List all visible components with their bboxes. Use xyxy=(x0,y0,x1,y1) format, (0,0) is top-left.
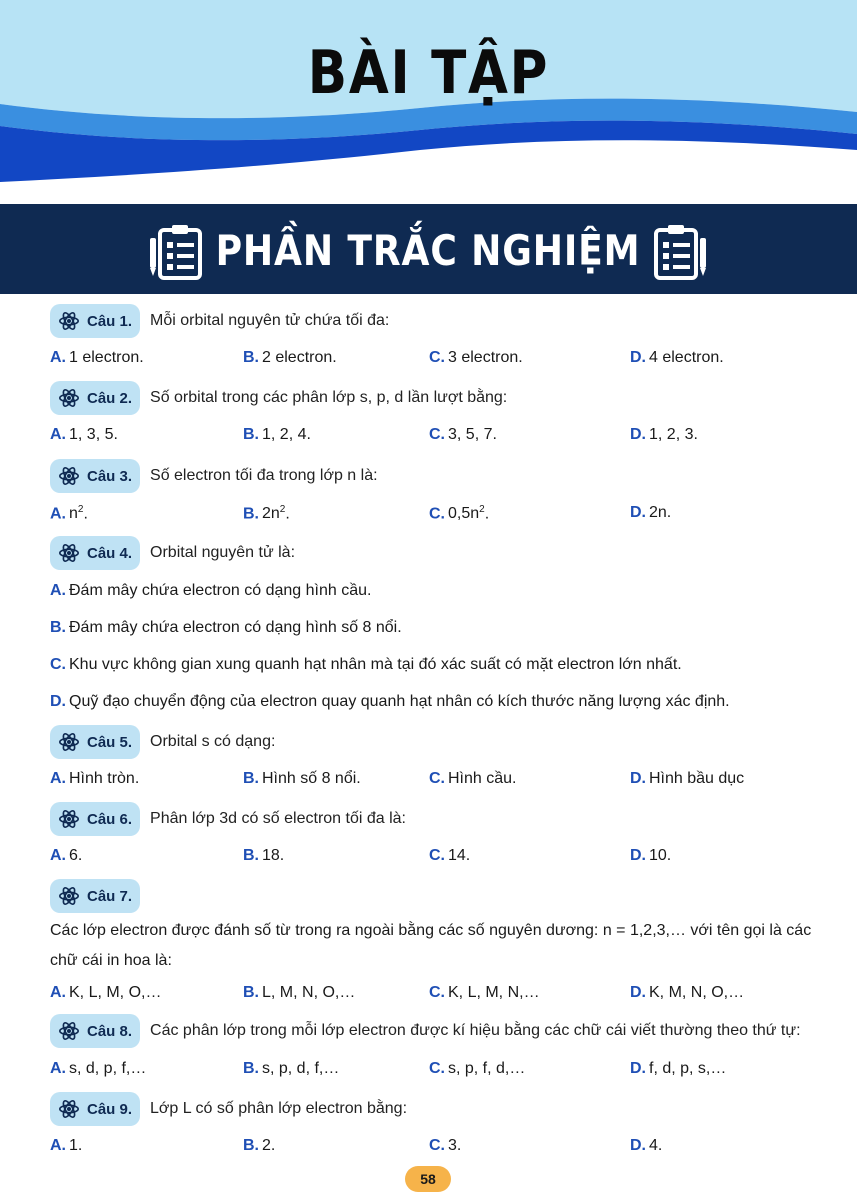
option-letter: B. xyxy=(243,770,259,787)
option-text: n xyxy=(69,505,78,523)
answer-option[interactable] xyxy=(50,770,139,788)
answer-option[interactable] xyxy=(630,1137,662,1155)
answer-option[interactable] xyxy=(630,426,698,444)
option-suffix: . xyxy=(83,505,88,523)
answer-option[interactable] xyxy=(630,504,671,522)
option-text: Hình số 8 nổi. xyxy=(262,770,361,787)
question-badge xyxy=(50,802,140,836)
answer-options xyxy=(50,847,830,871)
atom-icon xyxy=(58,465,80,487)
answer-option[interactable] xyxy=(243,984,355,1002)
option-letter: A. xyxy=(50,1137,66,1154)
question-number: Câu 2. xyxy=(87,389,133,407)
answer-option[interactable] xyxy=(243,426,311,444)
answer-option[interactable] xyxy=(429,1137,461,1155)
option-letter: A. xyxy=(50,1060,66,1077)
option-text: K, L, M, O,… xyxy=(69,984,162,1001)
answer-option[interactable] xyxy=(50,504,88,523)
answer-option[interactable] xyxy=(50,656,682,674)
option-text: K, M, N, O,… xyxy=(649,984,745,1001)
answer-option[interactable] xyxy=(50,693,730,711)
option-letter: C. xyxy=(429,505,445,523)
question-number: Câu 5. xyxy=(87,733,133,751)
page-number: 58 xyxy=(405,1166,451,1192)
question-header xyxy=(50,1013,801,1049)
option-letter: B. xyxy=(243,984,259,1001)
option-letter: D. xyxy=(50,693,66,710)
option-letter: D. xyxy=(630,426,646,443)
option-letter: C. xyxy=(429,349,445,366)
question-header xyxy=(50,458,378,494)
page-title: BÀI TẬP xyxy=(307,38,550,108)
answer-options xyxy=(50,984,830,1008)
question-text: Mỗi orbital nguyên tử chứa tối đa: xyxy=(150,312,390,329)
answer-option[interactable] xyxy=(50,426,118,444)
option-letter: C. xyxy=(429,984,445,1001)
option-text: 14. xyxy=(448,847,471,864)
option-letter: D. xyxy=(630,984,646,1001)
option-text: s, d, p, f,… xyxy=(69,1060,147,1077)
option-letter: A. xyxy=(50,847,66,864)
answer-option[interactable] xyxy=(429,847,470,865)
question-number: Câu 6. xyxy=(87,810,133,828)
option-text: 2. xyxy=(262,1137,276,1154)
option-text: f, d, p, s,… xyxy=(649,1060,727,1077)
option-letter: B. xyxy=(243,847,259,864)
answer-option[interactable] xyxy=(243,504,290,523)
answer-options xyxy=(50,349,830,373)
question-text: Orbital s có dạng: xyxy=(150,733,276,750)
clipboard-checklist-icon xyxy=(650,222,708,280)
question-text: Các lớp electron được đánh số từ trong ra ngoài bằng các số nguyên dương: n = 1,2,3,… với tên gọi là các chữ cái in hoa là: xyxy=(50,922,812,969)
answer-option[interactable] xyxy=(243,770,361,788)
question-text: Số orbital trong các phân lớp s, p, d lần lượt bằng: xyxy=(150,389,508,406)
option-suffix: . xyxy=(484,505,490,523)
option-superscript: 2 xyxy=(279,504,286,515)
answer-options xyxy=(50,426,830,450)
atom-icon xyxy=(58,310,80,332)
answer-option[interactable] xyxy=(429,426,497,444)
option-text: s, p, f, d,… xyxy=(448,1060,526,1077)
option-letter: B. xyxy=(243,1060,259,1077)
option-letter: D. xyxy=(630,504,646,521)
option-letter: D. xyxy=(630,1137,646,1154)
question-number: Câu 3. xyxy=(87,467,133,485)
option-text: 1, 2, 3. xyxy=(649,426,698,443)
option-text: 1. xyxy=(69,1137,83,1154)
answer-option[interactable] xyxy=(243,1060,339,1078)
answer-option[interactable] xyxy=(630,349,724,367)
option-text: 2n xyxy=(262,505,280,523)
option-text: Đám mây chứa electron có dạng hình số 8 nổi. xyxy=(69,619,402,636)
option-text: 2 electron. xyxy=(262,349,337,366)
answer-option[interactable] xyxy=(50,847,82,865)
question-badge xyxy=(50,536,140,570)
option-letter: C. xyxy=(50,656,66,673)
option-letter: A. xyxy=(50,582,66,599)
option-letter: D. xyxy=(630,1060,646,1077)
answer-option[interactable] xyxy=(50,582,371,600)
answer-option[interactable] xyxy=(429,504,489,523)
answer-option[interactable] xyxy=(243,349,337,367)
option-letter: C. xyxy=(429,1137,445,1154)
option-letter: A. xyxy=(50,770,66,787)
option-text: 3 electron. xyxy=(448,349,523,366)
answer-options xyxy=(50,1060,830,1084)
answer-option[interactable] xyxy=(630,847,671,865)
option-letter: B. xyxy=(50,619,66,636)
option-letter: B. xyxy=(243,349,259,366)
question-header xyxy=(50,724,275,760)
question-text: Các phân lớp trong mỗi lớp electron được kí hiệu bằng các chữ cái viết thường theo thứ tự: xyxy=(150,1022,801,1039)
option-letter: D. xyxy=(630,847,646,864)
answer-option[interactable] xyxy=(243,847,284,865)
option-text: 2n. xyxy=(649,504,672,521)
option-text: Hình cầu. xyxy=(448,770,517,787)
answer-option[interactable] xyxy=(429,349,523,367)
option-text: L, M, N, O,… xyxy=(262,984,356,1001)
answer-option[interactable] xyxy=(50,1137,82,1155)
atom-icon xyxy=(58,731,80,753)
answer-option[interactable] xyxy=(630,770,744,788)
question-number: Câu 9. xyxy=(87,1100,133,1118)
section-title-text: PHẦN TRẮC NGHIỆM xyxy=(216,226,641,275)
question-header xyxy=(50,801,406,837)
answer-option[interactable] xyxy=(50,619,402,637)
question-text: Phân lớp 3d có số electron tối đa là: xyxy=(150,810,406,827)
question-number: Câu 7. xyxy=(87,887,133,905)
option-superscript: 2 xyxy=(77,504,84,515)
atom-icon xyxy=(58,1020,80,1042)
question-number: Câu 4. xyxy=(87,544,133,562)
answer-options xyxy=(50,1137,830,1161)
question-badge xyxy=(50,381,140,415)
answer-options xyxy=(50,770,830,794)
answer-option[interactable] xyxy=(50,349,144,367)
option-suffix: . xyxy=(285,505,290,523)
option-letter: C. xyxy=(429,1060,445,1077)
option-text: 1 electron. xyxy=(69,349,144,366)
section-banner xyxy=(0,204,857,294)
question-number: Câu 1. xyxy=(87,312,133,330)
question-badge xyxy=(50,879,140,913)
question-text: Orbital nguyên tử là: xyxy=(150,544,296,561)
option-text: 10. xyxy=(649,847,672,864)
option-letter: A. xyxy=(50,349,66,366)
question-badge xyxy=(50,1014,140,1048)
question-header xyxy=(50,535,295,571)
question-badge xyxy=(50,459,140,493)
option-text: Quỹ đạo chuyển động của electron quay quanh hạt nhân có kích thước năng lượng xác định. xyxy=(69,693,730,710)
section-title xyxy=(0,204,857,294)
question-number: Câu 8. xyxy=(87,1022,133,1040)
option-text: Hình bầu dục xyxy=(649,770,745,787)
option-text: K, L, M, N,… xyxy=(448,984,540,1001)
option-text: 4. xyxy=(649,1137,663,1154)
question-header xyxy=(50,878,140,914)
option-letter: A. xyxy=(50,426,66,443)
answer-options xyxy=(50,504,830,528)
option-text: Khu vực không gian xung quanh hạt nhân mà tại đó xác suất có mặt electron lớn nhất. xyxy=(69,656,682,673)
atom-icon xyxy=(58,1098,80,1120)
atom-icon xyxy=(58,885,80,907)
answer-option[interactable] xyxy=(630,984,744,1002)
question-badge xyxy=(50,725,140,759)
option-letter: A. xyxy=(50,984,66,1001)
option-text: 0,5n xyxy=(448,505,480,523)
question-header xyxy=(50,303,389,339)
question-badge xyxy=(50,304,140,338)
option-text: 1, 2, 4. xyxy=(262,426,311,443)
option-letter: C. xyxy=(429,770,445,787)
answer-option[interactable] xyxy=(243,1137,275,1155)
option-text: Hình tròn. xyxy=(69,770,140,787)
option-letter: D. xyxy=(630,770,646,787)
option-letter: A. xyxy=(50,505,66,523)
option-letter: C. xyxy=(429,847,445,864)
option-letter: D. xyxy=(630,349,646,366)
option-text: 4 electron. xyxy=(649,349,724,366)
option-letter: B. xyxy=(243,505,259,523)
answer-option[interactable] xyxy=(429,770,516,788)
answer-option[interactable] xyxy=(429,1060,525,1078)
answer-option[interactable] xyxy=(429,984,540,1002)
atom-icon xyxy=(58,542,80,564)
atom-icon xyxy=(58,808,80,830)
option-text: 18. xyxy=(262,847,285,864)
answer-option[interactable] xyxy=(630,1060,726,1078)
question-text: Lớp L có số phân lớp electron bằng: xyxy=(150,1100,408,1117)
option-text: Đám mây chứa electron có dạng hình cầu. xyxy=(69,582,372,599)
option-text: 1, 3, 5. xyxy=(69,426,118,443)
option-letter: C. xyxy=(429,426,445,443)
option-text: 3, 5, 7. xyxy=(448,426,497,443)
option-superscript: 2 xyxy=(479,504,485,515)
option-letter: B. xyxy=(243,426,259,443)
question-header xyxy=(50,1091,407,1127)
question-text: Số electron tối đa trong lớp n là: xyxy=(150,467,378,484)
answer-option[interactable] xyxy=(50,1060,146,1078)
option-letter: B. xyxy=(243,1137,259,1154)
answer-option[interactable] xyxy=(50,984,161,1002)
option-text: s, p, d, f,… xyxy=(262,1060,340,1077)
question-badge xyxy=(50,1092,140,1126)
atom-icon xyxy=(58,387,80,409)
option-text: 3. xyxy=(448,1137,462,1154)
option-text: 6. xyxy=(69,847,83,864)
question-header xyxy=(50,380,507,416)
